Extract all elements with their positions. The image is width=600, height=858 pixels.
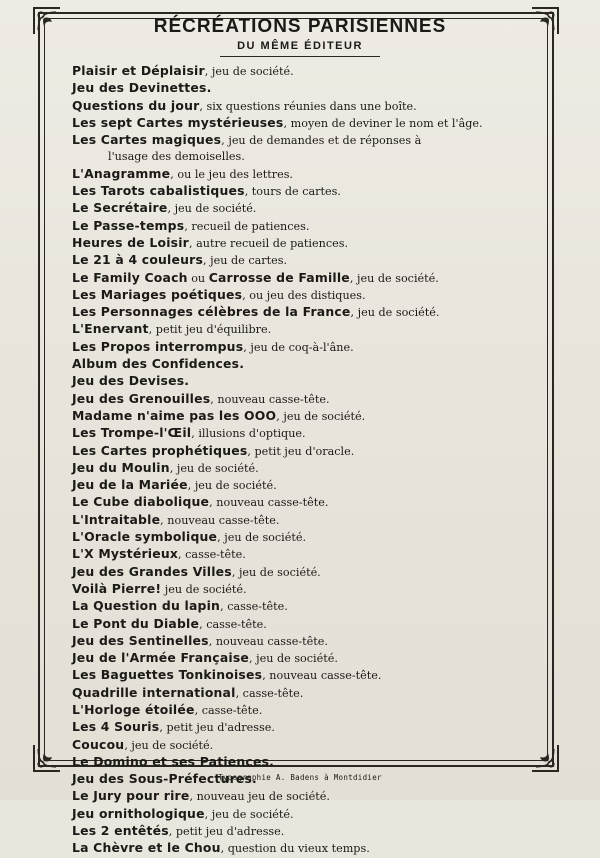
entry-description: , jeu de demandes et de réponses à	[221, 134, 422, 148]
catalog-entry	[72, 702, 542, 719]
catalog-entry	[72, 200, 542, 217]
entry-title: Les Tarots cabalistiques	[72, 183, 245, 199]
entry-description: , jeu de société.	[187, 479, 277, 493]
entry-description: , nouveau casse-tête.	[210, 392, 330, 406]
entry-title: Le Cube diabolique	[72, 494, 210, 510]
entry-description: , tours de cartes.	[244, 185, 341, 199]
entry-description: ou	[187, 271, 209, 285]
entry-description: , jeu de société.	[249, 652, 338, 666]
entry-title: Jeu de la Mariée	[72, 477, 188, 493]
catalog-entry	[72, 391, 542, 408]
entry-title: Voilà Pierre!	[72, 580, 162, 596]
entry-description: , jeu de société.	[276, 409, 366, 423]
entry-description: , jeu de société.	[231, 565, 321, 579]
entry-title: Les Baguettes Tonkinoises	[72, 667, 263, 683]
entry-title: Les Cartes magiques	[72, 132, 222, 148]
title-rule	[220, 56, 380, 57]
entry-title: L'Horloge étoilée	[72, 701, 195, 717]
entry-description: , jeu de société.	[349, 271, 439, 285]
catalog-entry	[72, 98, 542, 115]
catalog-entry	[72, 823, 542, 840]
entry-description: , petit jeu d'adresse.	[159, 721, 275, 735]
entry-description: , casse-tête.	[220, 600, 288, 614]
entry-title: Les sept Cartes mystérieuses	[72, 114, 284, 130]
entry-title: L'Enervant	[72, 321, 149, 337]
entry-title: Questions du jour	[72, 97, 200, 113]
catalog-list	[72, 63, 542, 858]
catalog-entry	[72, 546, 542, 563]
entry-description: , casse-tête.	[194, 703, 263, 717]
entry-description: jeu de société.	[161, 582, 247, 596]
catalog-entry	[72, 425, 542, 442]
entry-description: , jeu de cartes.	[203, 254, 288, 268]
entry-title: L'Intraitable	[72, 511, 161, 527]
entry-title: Les 4 Souris	[72, 719, 160, 735]
entry-description: , question du vieux temps.	[220, 842, 370, 856]
entry-description: , nouveau casse-tête.	[160, 513, 280, 527]
catalog-entry	[72, 252, 542, 269]
entry-title: Le Pont du Diable	[72, 615, 200, 631]
catalog-entry	[72, 235, 542, 252]
entry-title: L'Anagramme	[72, 165, 171, 181]
catalog-entry	[72, 270, 542, 287]
corner-ornament-icon	[30, 4, 64, 38]
catalog-entry	[72, 132, 542, 166]
entry-description: , nouveau casse-tête.	[208, 634, 328, 648]
entry-description: , casse-tête.	[199, 617, 267, 631]
catalog-entry	[72, 80, 542, 97]
entry-title-alt: Carrosse de Famille	[208, 269, 350, 285]
catalog-entry	[72, 408, 542, 425]
catalog-entry	[72, 581, 542, 598]
entry-description: , nouveau casse-tête.	[209, 496, 329, 510]
page-title: RÉCRÉATIONS PARISIENNES	[153, 16, 447, 37]
entry-title: Le Secrétaire	[72, 200, 168, 216]
catalog-entry	[72, 840, 542, 857]
entry-title: Le Passe-temps	[72, 217, 185, 233]
entry-title: Le 21 à 4 couleurs	[72, 252, 204, 268]
catalog-entry	[72, 287, 542, 304]
entry-description: , jeu de société.	[204, 807, 294, 821]
entry-description: , jeu de société.	[204, 65, 294, 78]
entry-title: L'X Mystérieux	[72, 546, 179, 562]
entry-title: Les 2 entêtés	[72, 823, 169, 839]
catalog-entry	[72, 373, 542, 390]
page-subtitle: DU MÊME ÉDITEUR	[237, 40, 363, 52]
entry-title: Heures de Loisir	[72, 234, 189, 250]
entry-title: Jeu ornithologique	[72, 805, 205, 821]
entry-description: , six questions réunies dans une boîte.	[199, 99, 417, 113]
catalog-entry	[72, 443, 542, 460]
entry-description: , petit jeu d'équilibre.	[148, 323, 272, 337]
catalog-entry	[72, 719, 542, 736]
entry-title: Le Family Coach	[72, 269, 188, 285]
catalog-entry	[72, 494, 542, 511]
entry-title: Album des Confidences.	[72, 356, 245, 372]
entry-description: , casse-tête.	[235, 686, 304, 700]
entry-description: , recueil de patiences.	[184, 219, 310, 233]
catalog-entry	[72, 598, 542, 615]
entry-description-continuation: l'usage des demoiselles.	[108, 150, 245, 164]
entry-description: , petit jeu d'oracle.	[247, 444, 355, 458]
entry-description: , jeu de société.	[124, 738, 214, 752]
entry-title: Les Cartes prophétiques	[72, 442, 248, 458]
catalog-entry	[72, 529, 542, 546]
catalog-entry	[72, 737, 542, 754]
corner-ornament-icon	[30, 741, 64, 775]
entry-title: Jeu des Grenouilles	[72, 390, 211, 406]
entry-description: , illusions d'optique.	[191, 427, 306, 441]
catalog-entry	[72, 667, 542, 684]
entry-description: , jeu de société.	[167, 202, 257, 216]
catalog-entry	[72, 115, 542, 132]
printer-imprint: Typographie A. Badens à Montdidier	[218, 773, 382, 782]
entry-description: , moyen de deviner le nom et l'âge.	[283, 116, 483, 130]
catalog-entry	[72, 512, 542, 529]
entry-description: , casse-tête.	[178, 548, 246, 562]
catalog-entry	[72, 685, 542, 702]
entry-description: , nouveau casse-tête.	[262, 669, 382, 683]
entry-description: , jeu de société.	[169, 461, 259, 475]
entry-title: Les Trompe-l'Œil	[72, 425, 192, 441]
catalog-entry	[72, 183, 542, 200]
catalog-entry	[72, 633, 542, 650]
catalog-entry	[72, 321, 542, 338]
entry-title: Coucou	[72, 736, 125, 752]
entry-title: Jeu du Moulin	[72, 459, 170, 475]
entry-title: Le Jury pour rire	[72, 788, 190, 804]
entry-title: Jeu des Devinettes.	[72, 80, 212, 96]
entry-title: La Chèvre et le Chou	[72, 840, 221, 856]
catalog-entry	[72, 356, 542, 373]
entry-title: Jeu de l'Armée Française	[72, 650, 250, 666]
catalog-entry	[72, 460, 542, 477]
catalog-entry	[72, 754, 542, 771]
catalog-entry	[72, 788, 542, 805]
catalog-entry	[72, 616, 542, 633]
entry-title: Madame n'aime pas les OOO	[72, 407, 277, 423]
catalog-entry	[72, 650, 542, 667]
entry-title: Jeu des Grandes Villes	[72, 563, 232, 579]
entry-title: Quadrille international	[72, 684, 236, 700]
entry-title: Le Domino et ses Patiences.	[72, 753, 275, 769]
catalog-entry	[72, 166, 542, 183]
entry-title: Les Propos interrompus	[72, 338, 244, 354]
catalog-entry	[72, 339, 542, 356]
entry-title: La Question du lapin	[72, 598, 221, 614]
entry-title: L'Oracle symbolique	[72, 529, 218, 545]
entry-title: Jeu des Devises.	[72, 373, 190, 389]
catalog-entry	[72, 218, 542, 235]
entry-description: , petit jeu d'adresse.	[168, 825, 285, 839]
entry-title: Les Mariages poétiques	[72, 286, 243, 302]
catalog-entry	[72, 63, 542, 80]
catalog-entry	[72, 477, 542, 494]
catalog-entry	[72, 564, 542, 581]
entry-title: Plaisir et Déplaisir	[72, 63, 205, 78]
entry-description: , nouveau jeu de société.	[189, 790, 330, 804]
catalog-entry	[72, 304, 542, 321]
entry-description: , jeu de société.	[217, 531, 307, 545]
entry-description: , ou le jeu des lettres.	[170, 167, 293, 181]
entry-title: Jeu des Sous-Préfectures.	[72, 771, 257, 787]
entry-description: , ou jeu des distiques.	[242, 288, 366, 302]
entry-title: Jeu des Sentinelles	[72, 632, 209, 648]
entry-description: , jeu de coq-à-l'âne.	[243, 340, 354, 354]
entry-description: , autre recueil de patiences.	[188, 236, 349, 250]
entry-title: Les Personnages célèbres de la France	[72, 304, 351, 320]
catalog-entry	[72, 806, 542, 823]
entry-description: , jeu de société.	[350, 306, 440, 320]
